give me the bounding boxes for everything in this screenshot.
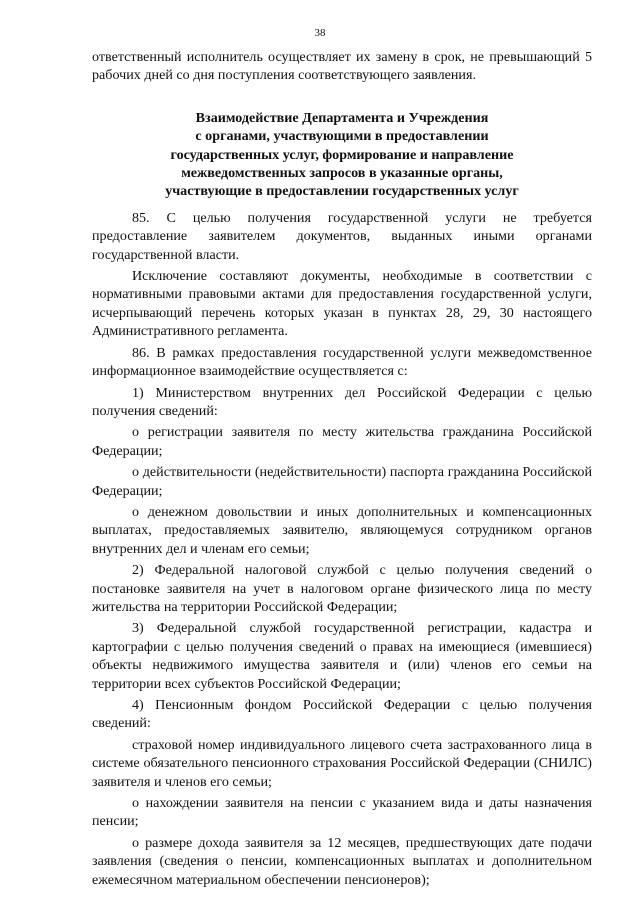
heading-line: государственных услуг, формирование и направление bbox=[170, 146, 514, 163]
sub-item-allowance: о денежном довольствии и иных дополнительных и компенсационных выплатах, предоставляемых заявителю, являющемуся сотрудником органов внутренних дел и членам его семьи; bbox=[92, 503, 592, 557]
heading-line: Взаимодействие Департамента и Учреждения bbox=[195, 109, 489, 126]
list-item-1: 1) Министерством внутренних дел Российской Федерации с целью получения сведений: bbox=[92, 384, 592, 419]
sub-item-registration: о регистрации заявителя по месту жительства гражданина Российской Федерации; bbox=[92, 424, 592, 459]
heading-line: межведомственных запросов в указанные органы, bbox=[181, 165, 503, 182]
sub-item-pension: о нахождении заявителя на пенсии с указанием вида и даты назначения пенсии; bbox=[92, 795, 592, 830]
heading-line: участвующие в предоставлении государственных услуг bbox=[165, 183, 519, 200]
section-heading bbox=[92, 109, 592, 201]
document-body bbox=[92, 48, 592, 889]
list-item-3: 3) Федеральной службой государственной регистрации, кадастра и картографии с целью получения сведений о правах на имеющиеся (имевшиеся) объекты недвижимого имущества заявителя и (или) членов его семьи на территории всех субъектов Российской Федерации; bbox=[92, 620, 592, 692]
sub-item-income: о размере дохода заявителя за 12 месяцев, предшествующих дате подачи заявления (сведения о пенсии, компенсационных выплатах и дополнительном ежемесячном материальном обеспечении пенсионеров); bbox=[92, 834, 592, 888]
list-item-2: 2) Федеральной налоговой службой с целью получения сведений о постановке заявителя на учет в налоговом органе физического лица по месту жительства на территории Российской Федерации; bbox=[92, 562, 592, 615]
heading-line: с органами, участвующими в предоставлении bbox=[195, 128, 489, 145]
page-number: 38 bbox=[314, 27, 326, 39]
sub-item-snils: страховой номер индивидуального лицевого счета застрахованного лица в системе обязательного пенсионного страхования Российской Федерации (СНИЛС) заявителя и членов его семьи; bbox=[92, 736, 592, 790]
intro-paragraph: ответственный исполнитель осуществляет их замену в срок, не превышающий 5 рабочих дней со дня поступления соответствующего заявления. bbox=[92, 49, 592, 84]
paragraph-86: 86. В рамках предоставления государственной услуги межведомственное информационное взаимодействие осуществляется с: bbox=[92, 344, 592, 380]
sub-item-passport: о действительности (недействительности) паспорта гражданина Российской Федерации; bbox=[92, 464, 592, 499]
paragraph-exception: Исключение составляют документы, необходимые в соответствии с нормативными правовыми актами для предоставления государственной услуги, исчерпывающий перечень которых указан в пунктах 28, 29, 30 настоящего Административного регламента. bbox=[92, 268, 592, 340]
paragraph-85: 85. С целью получения государственной услуги не требуется предоставление заявителем документов, выданных иными органами государственной власти. bbox=[92, 209, 592, 263]
list-item-4: 4) Пенсионным фондом Российской Федерации с целью получения сведений: bbox=[92, 697, 592, 732]
